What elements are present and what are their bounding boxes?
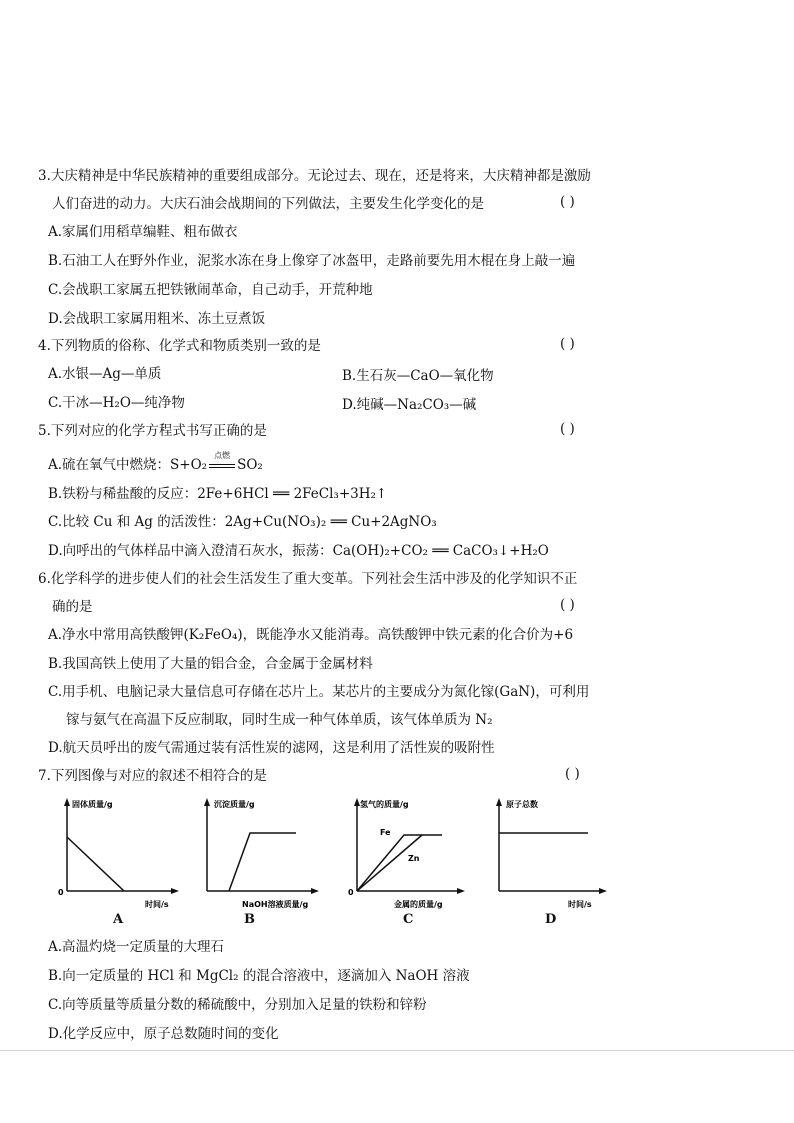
q5-answer-paren: ( ): [560, 421, 575, 437]
graph-b-xlabel: NaOH溶液质量/g: [242, 900, 309, 909]
q7-option-b: B.向一定质量的 HCl 和 MgCl₂ 的混合溶液中，逐滴加入 NaOH 溶液: [48, 968, 470, 984]
graph-a-line: [67, 837, 124, 891]
q6-answer-paren: ( ): [560, 597, 575, 613]
graph-c-x-arrow: [457, 888, 465, 894]
graph-c-label: C: [403, 912, 414, 927]
graph-d-x-arrow: [599, 888, 607, 894]
graph-c-zn-line: [357, 835, 422, 891]
q3-stem-line1: 3.大庆精神是中华民族精神的重要组成部分。无论过去、现在，还是将来，大庆精神都是激励: [38, 168, 591, 184]
q5-option-d: D.向呼出的气体样品中滴入澄清石灰水，振荡：Ca(OH)₂+CO₂ ══ CaCO₃↓+H₂O: [48, 543, 549, 559]
q6-option-c-line1: C.用手机、电脑记录大量信息可存储在芯片上。某芯片的主要成分为氮化镓(GaN)，可利用: [48, 684, 590, 700]
graph-a-label: A: [113, 912, 124, 927]
graph-c-fe-label: Fe: [380, 828, 391, 837]
q5-option-c: C.比较 Cu 和 Ag 的活泼性：2Ag+Cu(NO₃)₂ ══ Cu+2AgNO₃: [48, 514, 437, 530]
q3-answer-paren: ( ): [560, 194, 575, 210]
q3-option-a: A.家属们用稻草编鞋、粗布做衣: [48, 224, 238, 240]
graph-d-label: D: [545, 912, 557, 927]
q3-option-b: B.石油工人在野外作业，泥浆水冻在身上像穿了冰盔甲，走路前要先用木棍在身上敲一遍: [48, 253, 576, 269]
graph-a-x-arrow: [171, 888, 179, 894]
graph-b-y-arrow: [204, 798, 210, 806]
q4-option-a: A.水银—Ag—单质: [48, 366, 162, 382]
q7-option-c: C.向等质量等质量分数的稀硫酸中，分别加入足量的铁粉和锌粉: [48, 997, 427, 1013]
graph-c-zn-label: Zn: [408, 854, 420, 863]
q5-option-b: B.铁粉与稀盐酸的反应：2Fe+6HCl ══ 2FeCl₃+3H₂↑: [48, 486, 388, 502]
q4-answer-paren: ( ): [560, 336, 575, 352]
q6-stem-line2: 确的是: [52, 599, 93, 615]
graph-c-ylabel: 氢气的质量/g: [360, 800, 409, 809]
q7-option-a: A.高温灼烧一定质量的大理石: [48, 939, 225, 955]
graph-b-x-arrow: [311, 888, 319, 894]
q5-a-condition: 点燃: [214, 451, 231, 460]
q6-option-d: D.航天员呼出的废气需通过装有活性炭的滤网，这是利用了活性炭的吸附性: [48, 740, 495, 756]
graph-c-fe-line: [357, 835, 442, 891]
q7-stem: 7.下列图像与对应的叙述不相符合的是: [38, 768, 267, 784]
graph-b: [192, 795, 327, 915]
q5-a-right: SO₂: [237, 457, 263, 473]
q7-answer-paren: ( ): [565, 766, 580, 782]
graph-a-ylabel: 固体质量/g: [72, 800, 113, 809]
q3-option-d: D.会战职工家属用粗米、冻土豆煮饭: [48, 311, 266, 327]
q5-a-left: A.硫在氧气中燃烧：S+O₂: [48, 457, 208, 473]
q6-option-c-line2: 镓与氨气在高温下反应制取，同时生成一种气体单质，该气体单质为 N₂: [66, 712, 493, 728]
q4-stem: 4.下列物质的俗称、化学式和物质类别一致的是: [38, 338, 321, 354]
graph-c: [342, 795, 472, 915]
q4-option-c: C.干冰—H₂O—纯净物: [48, 395, 185, 411]
graph-a-xlabel: 时间/s: [145, 900, 169, 909]
q4-option-b: B.生石灰—CaO—氧化物: [342, 368, 494, 384]
q4-option-d: D.纯碱—Na₂CO₃—碱: [342, 397, 477, 413]
graph-b-line: [229, 833, 296, 891]
graph-b-label: B: [244, 912, 255, 927]
q5-stem: 5.下列对应的化学方程式书写正确的是: [38, 423, 267, 439]
graph-c-xlabel: 金属的质量/g: [394, 900, 443, 909]
graph-d-y-arrow: [496, 798, 502, 806]
q3-option-c: C.会战职工家属五把铁锹闹革命，自己动手，开荒种地: [48, 282, 373, 298]
graph-a-y-arrow: [64, 798, 70, 806]
q6-stem-line1: 6.化学科学的进步使人们的社会生活发生了重大变革。下列社会生活中涉及的化学知识不正: [38, 571, 578, 587]
graph-c-origin: 0: [348, 888, 354, 897]
q7-option-d: D.化学反应中，原子总数随时间的变化: [48, 1026, 279, 1042]
graph-d-ylabel: 原子总数: [506, 800, 538, 809]
graph-d-xlabel: 时间/s: [568, 900, 592, 909]
q5-a-arrow: [207, 451, 237, 475]
graph-d: [484, 795, 614, 915]
graph-a: [52, 795, 182, 915]
q6-option-b: B.我国高铁上使用了大量的铝合金，合金属于金属材料: [48, 656, 373, 672]
q3-stem-line2: 人们奋进的动力。大庆石油会战期间的下列做法，主要发生化学变化的是: [52, 196, 484, 212]
graph-b-ylabel: 沉淀质量/g: [214, 800, 255, 809]
graph-a-origin: 0: [58, 888, 64, 897]
q5-option-a: [48, 451, 263, 475]
page-bottom-divider: [0, 1050, 794, 1051]
q6-option-a: A.净水中常用高铁酸钾(K₂FeO₄)，既能净水又能消毒。高铁酸钾中铁元素的化合价为+6: [48, 627, 574, 643]
